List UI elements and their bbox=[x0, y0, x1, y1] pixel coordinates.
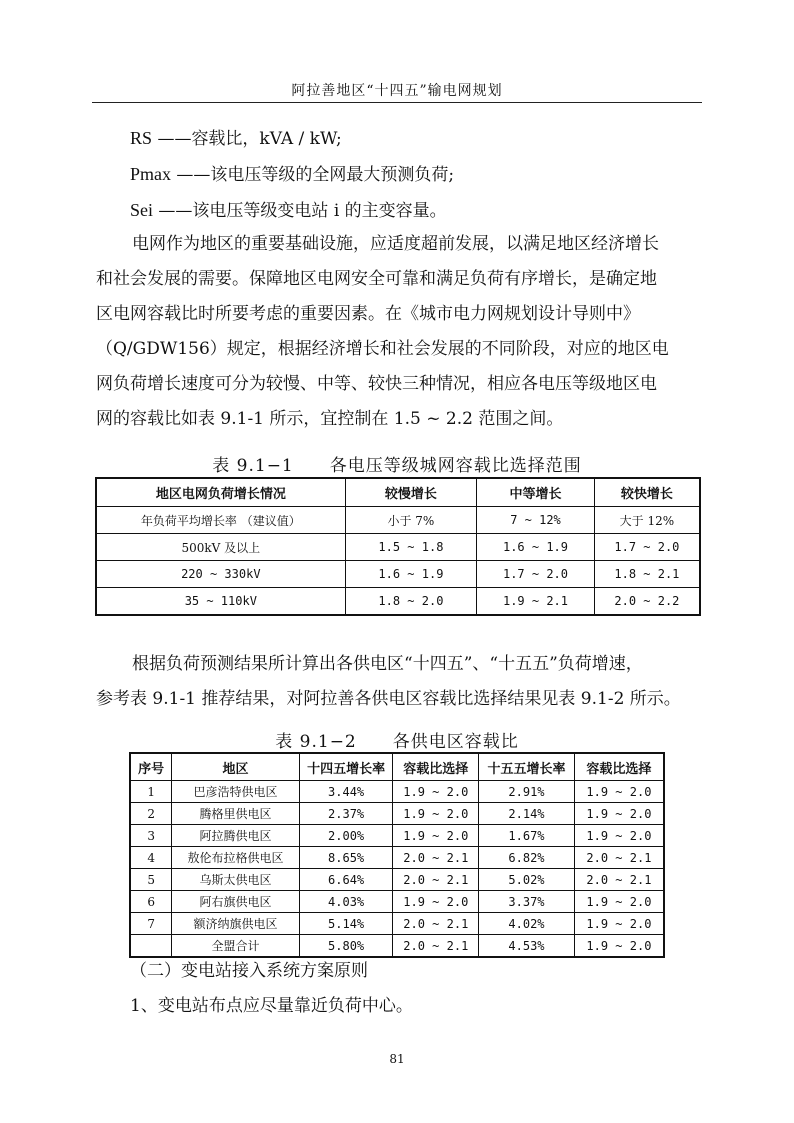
paragraph-line: 区电网容载比时所要考虑的重要因素。在《城市电力网规划设计导则中》 bbox=[96, 304, 640, 324]
table-cell: 1.9 ~ 2.0 bbox=[574, 781, 664, 803]
table-cell: 1.9 ~ 2.0 bbox=[393, 781, 479, 803]
table-row bbox=[96, 588, 700, 616]
paragraph-results bbox=[96, 647, 700, 717]
table-cell: 2.0 ~ 2.1 bbox=[393, 869, 479, 891]
table-cell: 2.0 ~ 2.1 bbox=[574, 869, 664, 891]
table-cell: 乌斯太供电区 bbox=[172, 869, 299, 891]
table-cell: 5.14% bbox=[299, 913, 393, 935]
definition-text: ——该电压等级变电站 i 的主变容量。 bbox=[158, 201, 447, 221]
table-cell: 3.37% bbox=[479, 891, 575, 913]
page-number: 81 bbox=[389, 1052, 405, 1066]
table-cell: 4 bbox=[130, 847, 172, 869]
table-cell: 1.6 ~ 1.9 bbox=[477, 534, 595, 561]
header-cell: 容载比选择 bbox=[393, 753, 479, 781]
definition-symbol: Sei bbox=[130, 200, 154, 220]
header-cell: 十四五增长率 bbox=[299, 753, 393, 781]
paragraph-line: 网负荷增长速度可分为较慢、中等、较快三种情况，相应各电压等级地区电 bbox=[96, 374, 657, 394]
table-cell: 1.9 ~ 2.0 bbox=[574, 913, 664, 935]
table-cell: 1.9 ~ 2.1 bbox=[477, 588, 595, 616]
table-cell: 腾格里供电区 bbox=[172, 803, 299, 825]
table-header-row bbox=[130, 753, 664, 781]
table-row bbox=[130, 869, 664, 891]
definition-sei bbox=[130, 196, 447, 221]
definition-text: ——容载比，kVA / kW; bbox=[157, 129, 342, 149]
table-capacity-ratio-range bbox=[95, 477, 701, 616]
table-cell: 1.9 ~ 2.0 bbox=[574, 803, 664, 825]
header-cell: 较慢增长 bbox=[345, 478, 477, 507]
header-divider bbox=[92, 102, 702, 103]
table-cell: 1.67% bbox=[479, 825, 575, 847]
table-cell: 2.14% bbox=[479, 803, 575, 825]
table-cell: 4.02% bbox=[479, 913, 575, 935]
table-row bbox=[130, 781, 664, 803]
table-cell: 1.5 ~ 1.8 bbox=[345, 534, 477, 561]
table-row bbox=[130, 803, 664, 825]
table-total-row bbox=[130, 935, 664, 958]
table-cell: 大于 12% bbox=[594, 507, 700, 534]
table-cell: 全盟合计 bbox=[172, 935, 299, 958]
table-row bbox=[96, 507, 700, 534]
paragraph-line: 根据负荷预测结果所计算出各供电区“十四五”、“十五五”负荷增速， bbox=[132, 654, 643, 674]
table-cell: 6 bbox=[130, 891, 172, 913]
table-row bbox=[96, 534, 700, 561]
table2-caption: 表 9.1−2 各供电区容载比 bbox=[275, 732, 519, 752]
definition-symbol: RS bbox=[130, 128, 153, 148]
table-cell: 500kV 及以上 bbox=[96, 534, 345, 561]
paragraph-line: 参考表 9.1-1 推荐结果，对阿拉善各供电区容载比选择结果见表 9.1-2 所示。 bbox=[96, 689, 681, 709]
table-row bbox=[130, 825, 664, 847]
table-cell: 3 bbox=[130, 825, 172, 847]
table-cell: 35 ~ 110kV bbox=[96, 588, 345, 616]
table-cell: 7 bbox=[130, 913, 172, 935]
header-cell: 十五五增长率 bbox=[479, 753, 575, 781]
table-cell: 额济纳旗供电区 bbox=[172, 913, 299, 935]
list-item: 1、变电站布点应尽量靠近负荷中心。 bbox=[130, 996, 413, 1016]
table1-caption: 表 9.1−1 各电压等级城网容载比选择范围 bbox=[212, 456, 582, 476]
page-header: 阿拉善地区“十四五”输电网规划 bbox=[291, 83, 503, 99]
table-cell: 2.00% bbox=[299, 825, 393, 847]
definition-symbol: Pmax bbox=[130, 164, 172, 184]
table-cell: 2.37% bbox=[299, 803, 393, 825]
table-cell: 年负荷平均增长率 （建议值） bbox=[96, 507, 345, 534]
table-cell: 1.7 ~ 2.0 bbox=[594, 534, 700, 561]
header-cell: 中等增长 bbox=[477, 478, 595, 507]
table-cell: 1.9 ~ 2.0 bbox=[393, 891, 479, 913]
table-cell: 1.9 ~ 2.0 bbox=[574, 891, 664, 913]
table-cell: 阿右旗供电区 bbox=[172, 891, 299, 913]
table-cell: 阿拉腾供电区 bbox=[172, 825, 299, 847]
table-cell: 3.44% bbox=[299, 781, 393, 803]
table-cell: 1.9 ~ 2.0 bbox=[574, 825, 664, 847]
table-cell: 2.0 ~ 2.1 bbox=[393, 847, 479, 869]
table-cell: 2.0 ~ 2.2 bbox=[594, 588, 700, 616]
table-supply-area-ratio bbox=[129, 752, 665, 958]
table-cell: 1 bbox=[130, 781, 172, 803]
table-cell: 4.03% bbox=[299, 891, 393, 913]
table-cell: 5.80% bbox=[299, 935, 393, 958]
table-cell bbox=[130, 935, 172, 958]
table-cell: 1.9 ~ 2.0 bbox=[393, 825, 479, 847]
table-cell: 220 ~ 330kV bbox=[96, 561, 345, 588]
paragraph-line: （Q/GDW156）规定，根据经济增长和社会发展的不同阶段，对应的地区电 bbox=[96, 339, 669, 359]
definition-rs bbox=[130, 124, 342, 149]
table-cell: 1.6 ~ 1.9 bbox=[345, 561, 477, 588]
table-cell: 2 bbox=[130, 803, 172, 825]
table-cell: 2.0 ~ 2.1 bbox=[574, 847, 664, 869]
table-row bbox=[130, 913, 664, 935]
definition-pmax bbox=[130, 160, 454, 185]
table-cell: 1.9 ~ 2.0 bbox=[393, 803, 479, 825]
table-cell: 敖伦布拉格供电区 bbox=[172, 847, 299, 869]
table-header-row bbox=[96, 478, 700, 507]
paragraph-line: 和社会发展的需要。保障地区电网安全可靠和满足负荷有序增长，是确定地 bbox=[96, 269, 657, 289]
table-row bbox=[96, 561, 700, 588]
header-cell: 序号 bbox=[130, 753, 172, 781]
header-cell: 较快增长 bbox=[594, 478, 700, 507]
definition-text: ——该电压等级的全网最大预测负荷; bbox=[176, 165, 455, 185]
header-cell: 容载比选择 bbox=[574, 753, 664, 781]
table-cell: 2.0 ~ 2.1 bbox=[393, 935, 479, 958]
header-cell: 地区 bbox=[172, 753, 299, 781]
table-cell: 7 ~ 12% bbox=[477, 507, 595, 534]
table-cell: 5 bbox=[130, 869, 172, 891]
table-row bbox=[130, 847, 664, 869]
table-cell: 8.65% bbox=[299, 847, 393, 869]
table-cell: 2.0 ~ 2.1 bbox=[393, 913, 479, 935]
table-cell: 6.64% bbox=[299, 869, 393, 891]
section-heading: （二）变电站接入系统方案原则 bbox=[130, 961, 368, 981]
table-row bbox=[130, 891, 664, 913]
table-cell: 1.8 ~ 2.1 bbox=[594, 561, 700, 588]
table-cell: 1.9 ~ 2.0 bbox=[574, 935, 664, 958]
table-cell: 2.91% bbox=[479, 781, 575, 803]
table-cell: 6.82% bbox=[479, 847, 575, 869]
header-cell: 地区电网负荷增长情况 bbox=[96, 478, 345, 507]
table-cell: 1.8 ~ 2.0 bbox=[345, 588, 477, 616]
table-cell: 5.02% bbox=[479, 869, 575, 891]
paragraph-line: 网的容载比如表 9.1-1 所示，宜控制在 1.5 ~ 2.2 范围之间。 bbox=[96, 409, 564, 429]
paragraph-line: 电网作为地区的重要基础设施，应适度超前发展，以满足地区经济增长 bbox=[132, 234, 659, 254]
paragraph-capacity-ratio bbox=[96, 227, 700, 437]
table-cell: 巴彦浩特供电区 bbox=[172, 781, 299, 803]
table-cell: 4.53% bbox=[479, 935, 575, 958]
table-cell: 1.7 ~ 2.0 bbox=[477, 561, 595, 588]
table-cell: 小于 7% bbox=[345, 507, 477, 534]
